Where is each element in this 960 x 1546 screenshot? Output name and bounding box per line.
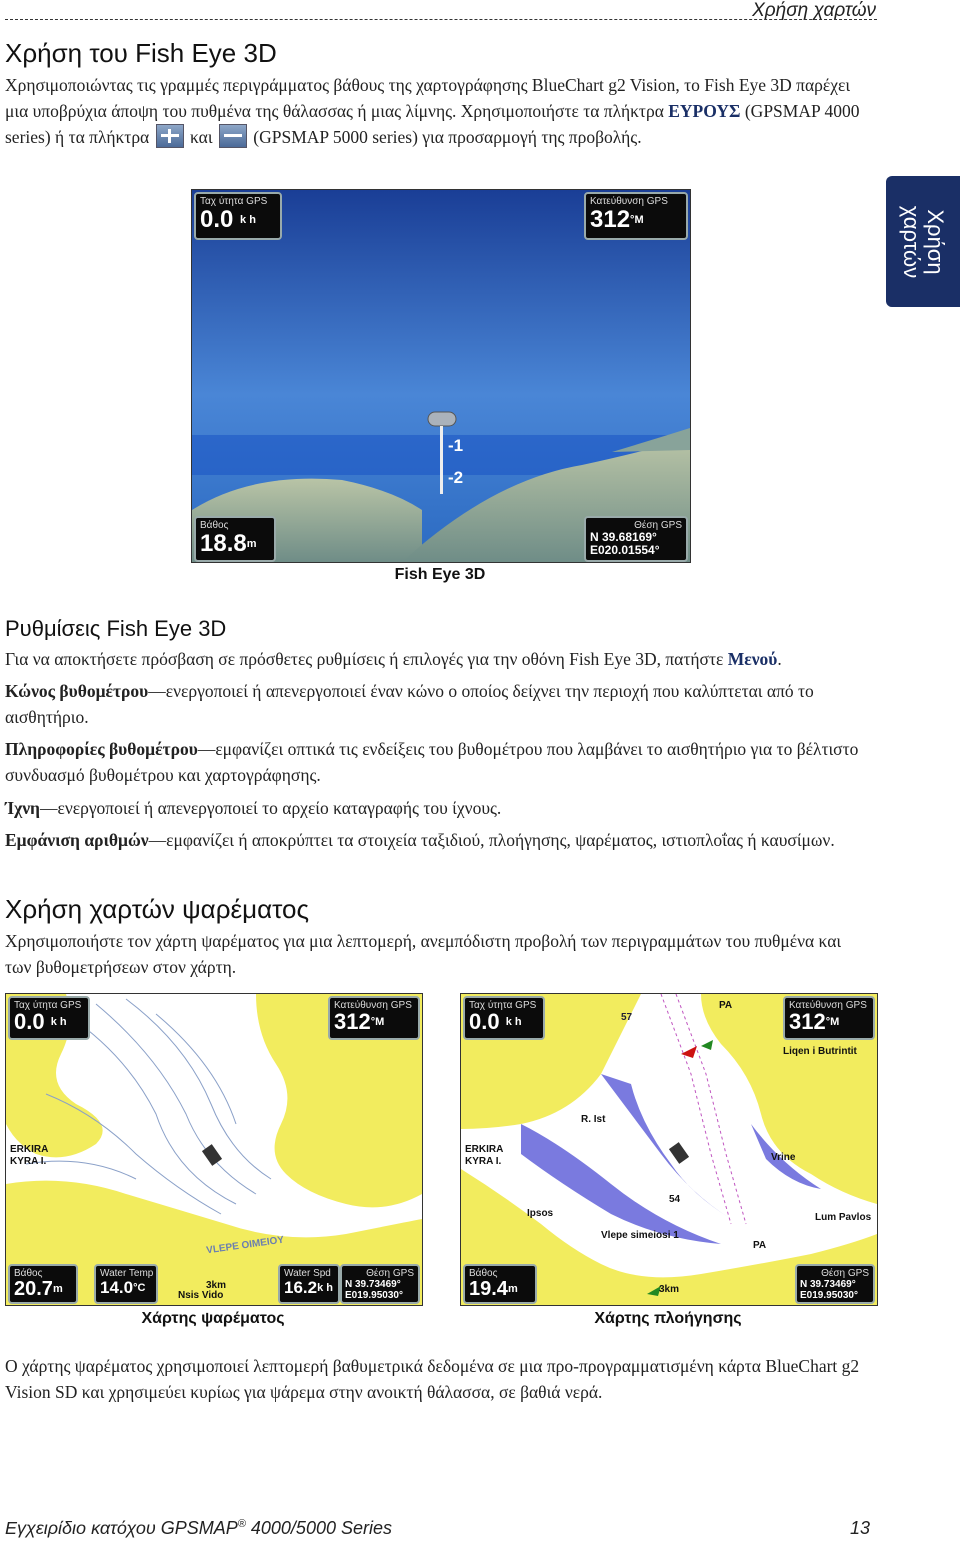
settings-item-show-numbers: Εμφάνιση αριθμών—εμφανίζει ή αποκρύπτει τα στοιχεία ταξιδιού, πλοήγησης, ψαρέματος, ιστιοπλοΐας ή καυσίμων. xyxy=(5,830,835,850)
fishing-charts-title: Χρήση χαρτών ψαρέματος xyxy=(5,894,310,924)
settings-item-sonar-info: Πληροφορίες βυθομέτρου—εμφανίζει οπτικά τις ενδείξεις του βυθομέτρου που λαμβάνει το αισθητήριο για το βέλτιστο συνδυασμό βυθομέτρου και χαρτογράφησης. xyxy=(5,739,859,785)
fish-eye-screenshot xyxy=(191,189,691,563)
plus-key-icon xyxy=(156,124,184,148)
nav-heading-box: Κατεύθυνση GPS $312^{^\circ M}$ xyxy=(783,996,875,1040)
range-key-name: ΕΥΡΟΥΣ xyxy=(668,101,741,121)
fishing-chart-screenshot xyxy=(5,993,423,1306)
settings-item-tracks: Ίχνη—ενεργοποιεί ή απενεργοποιεί το αρχείο καταγραφής του ίχνους. xyxy=(5,798,502,818)
nav-map-place-4: R. Ist xyxy=(581,1114,606,1125)
fish-eye-scene xyxy=(192,190,690,562)
nav-map-place-11: Vlepe simeiosi 1 xyxy=(601,1230,679,1241)
settings-intro: Για να αποκτήσετε πρόσβαση σε πρόσθετες ρυθμίσεις ή επιλογές για την οθόνη Fish Eye 3D, πατήστε Μενού. xyxy=(5,649,782,669)
depth-scale-label-2: -2 xyxy=(448,468,464,487)
fishing-charts-outro: Ο χάρτης ψαρέματος χρησιμοποιεί λεπτομερή βαθυμετρικά δεδομένα σε μια προ-προγραμματισμένη κάρτα BlueChart g2 Vision SD και χρησιμεύει κυρίως για ψάρεμα στην ανοικτή θάλασσα, σε βαθιά νερά. xyxy=(5,1356,860,1402)
fishing-map-place-3: VLEPE OIMEIOY xyxy=(205,1234,285,1257)
position-data-box: Θέση GPS N 39.68169° E020.01554° xyxy=(584,516,688,562)
footer-page-number: 13 xyxy=(850,1518,871,1538)
nav-map-scale: 3km xyxy=(659,1284,680,1295)
nav-depth-box: Βάθος 19.4$^m$ xyxy=(463,1264,537,1304)
navigation-chart-screenshot xyxy=(460,993,878,1306)
nav-map-place-3: Liqen i Butrintit xyxy=(783,1046,857,1057)
fishing-chart-map xyxy=(6,994,422,1305)
fishing-map-place-2: KYRA I. xyxy=(10,1156,47,1167)
fishing-map-place-1: ERKIRA xyxy=(10,1144,49,1155)
fishing-water-speed-box: Water Spd $16.2^{k h}$ xyxy=(278,1264,340,1304)
heading-data-box: Κατεύθυνση GPS $312^{^\circ M}$ xyxy=(584,192,688,240)
nav-map-place-6: KYRA I. xyxy=(465,1156,502,1167)
nav-map-place-12: PA xyxy=(753,1240,767,1251)
nav-map-place-9: Ipsos xyxy=(527,1208,554,1219)
menu-key-name: Μενού xyxy=(727,649,778,669)
speed-data-box: Ταχ ύτητα GPS 0.0 $^{k h}$ xyxy=(194,192,282,240)
minus-key-icon xyxy=(219,124,247,148)
footer-manual-title: Εγχειρίδιο κατόχου GPSMAP® 4000/5000 Series xyxy=(5,1518,392,1538)
navigation-chart-caption: Χάρτης πλοήγησης xyxy=(594,1310,742,1327)
fishing-charts-intro: Χρησιμοποιήστε τον χάρτη ψαρέματος για μια λεπτομερή, ανεμπόδιστη προβολή των περιγραμμάτων του πυθμένα και των βυθομετρήσεων στον χάρτη. xyxy=(5,931,842,977)
chapter-side-tab-label: Χρήση χαρτών xyxy=(899,205,948,278)
fish-eye-title: Χρήση του Fish Eye 3D xyxy=(5,38,277,68)
navigation-chart-map xyxy=(461,994,877,1305)
fishing-map-scale: 3km xyxy=(206,1280,227,1291)
settings-title: Ρυθμίσεις Fish Eye 3D xyxy=(5,616,227,641)
fishing-chart-caption: Χάρτης ψαρέματος xyxy=(141,1310,285,1327)
nav-map-place-2: 57 xyxy=(621,1012,633,1023)
fishing-position-box: Θέση GPS N 39.73469° E019.95030° xyxy=(340,1264,420,1304)
nav-speed-box: Ταχ ύτητα GPS 0.0 $^{k h}$ xyxy=(463,996,545,1040)
fishing-speed-box: Ταχ ύτητα GPS 0.0 $^{k h}$ xyxy=(8,996,90,1040)
nav-map-place-7: Vrine xyxy=(771,1152,796,1163)
fish-eye-caption: Fish Eye 3D xyxy=(394,566,486,583)
depth-data-box: Βάθος 18.8$^m$ xyxy=(194,516,276,562)
nav-position-box: Θέση GPS N 39.73469° E019.95030° xyxy=(795,1264,875,1304)
chapter-side-tab xyxy=(886,176,960,307)
fishing-depth-box: Βάθος 20.7$^m$ xyxy=(8,1264,78,1304)
fishing-map-place-4: Nsis Vido xyxy=(178,1290,224,1301)
nav-map-place-5: ERKIRA xyxy=(465,1144,504,1155)
settings-item-sonar-cone: Κώνος βυθομέτρου—ενεργοποιεί ή απενεργοποιεί έναν κώνο ο οποίος δείχνει την περιοχή που καλύπτεται από το αισθητήριο. xyxy=(5,681,814,727)
nav-map-place-1: PA xyxy=(719,1000,733,1011)
depth-scale-label-1: -1 xyxy=(448,436,464,455)
nav-map-place-8: 54 xyxy=(669,1194,681,1205)
fishing-heading-box: Κατεύθυνση GPS $312^{^\circ M}$ xyxy=(328,996,420,1040)
fishing-water-temp-box: Water Temp $14.0^{^\circ C}$ xyxy=(94,1264,158,1304)
header-section-title: Χρήση χαρτών xyxy=(752,0,876,21)
header-rule xyxy=(5,19,877,20)
fish-eye-paragraph: Χρησιμοποιώντας τις γραμμές περιγράμματος βάθους της χαρτογράφησης BlueChart g2 Vision, το Fish Eye 3D παρέχει μια υποβρύχια άποψη του πυθμένα της θάλασσας ή μιας λίμνης. Χρησιμοποιήστε τα πλήκτρα ΕΥΡΟΥΣ (GPSMAP 4000 series) ή τα πλήκτρα και (GPSMAP 5000 series) για προσαρμογή της προβολής. xyxy=(5,75,860,147)
nav-map-place-10: Lum Pavlos xyxy=(815,1212,872,1223)
